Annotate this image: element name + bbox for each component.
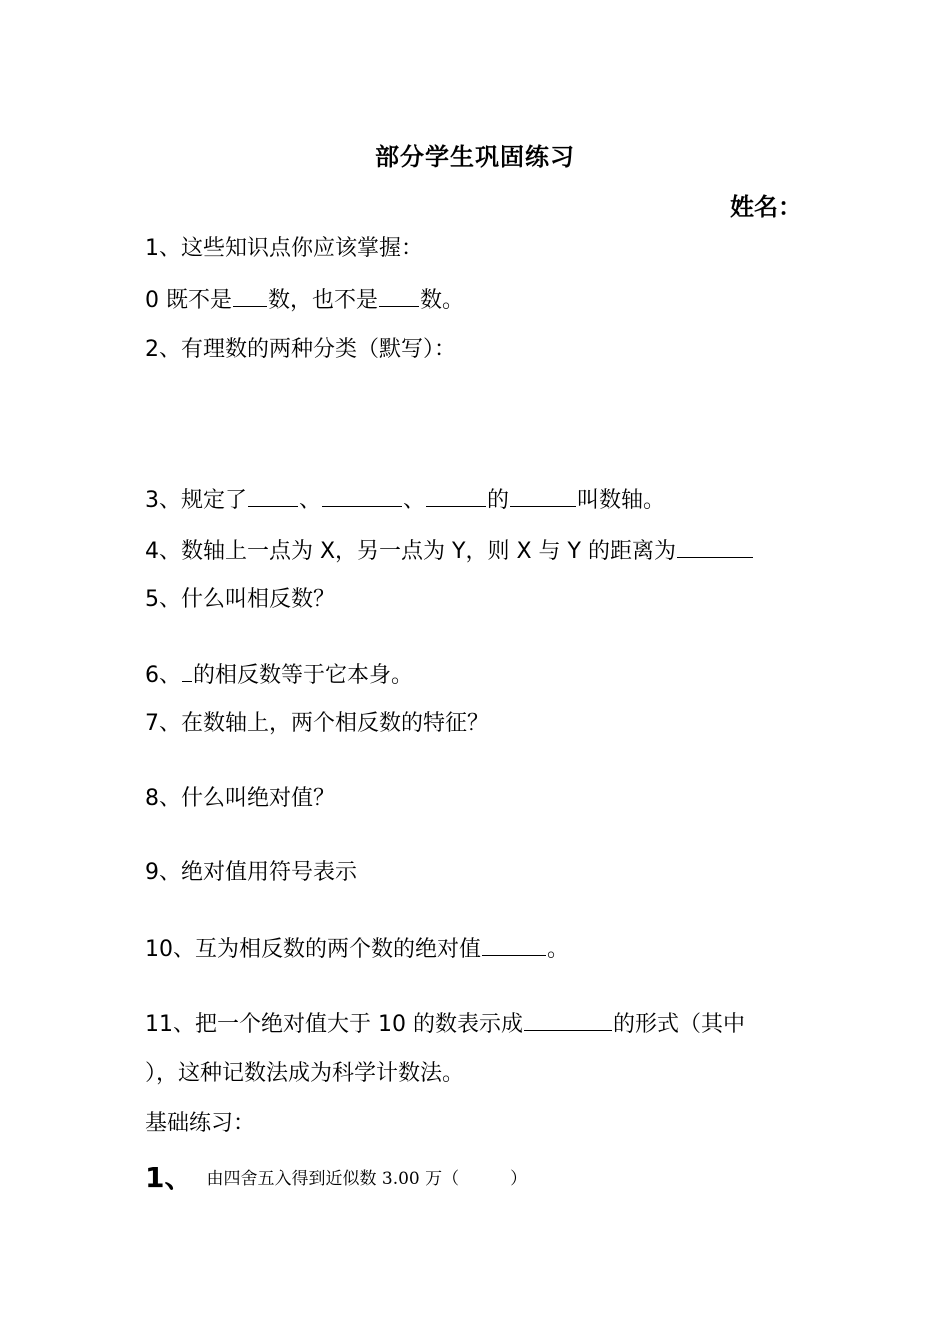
blank-line xyxy=(233,284,267,307)
exercise-1 xyxy=(145,1156,527,1196)
question-1-heading: 1、这些知识点你应该掌握： xyxy=(145,236,423,261)
question-2: 2、有理数的两种分类（默写）： xyxy=(145,337,456,362)
question-11-line-1: 11、把一个绝对值大于 10 的数表示成 的形式（其中 xyxy=(145,1008,745,1040)
blank-line xyxy=(482,933,546,956)
question-7: 7、在数轴上，两个相反数的特征？ xyxy=(145,711,489,736)
question-6: 6、 的相反数等于它本身。 xyxy=(145,659,413,691)
blank-line xyxy=(182,659,192,682)
basic-practice-heading: 基础练习： xyxy=(145,1111,256,1136)
blank-line xyxy=(426,484,486,507)
blank-line xyxy=(379,284,419,307)
question-10: 10、互为相反数的两个数的绝对值 。 xyxy=(145,933,569,965)
question-8: 8、什么叫绝对值？ xyxy=(145,786,335,811)
question-1-text: 0 既不是 数，也不是 数。 xyxy=(145,284,464,316)
exercise-text: 由四舍五入得到近似数 3.00 万（ ） xyxy=(206,1169,528,1189)
question-4: 4、数轴上一点为 X，另一点为 Y，则 X 与 Y 的距离为 xyxy=(145,535,754,567)
question-9: 9、绝对值用符号表示 xyxy=(145,860,357,885)
document-title: 部分学生巩固练习 xyxy=(375,143,575,171)
exercise-number: 1、 xyxy=(145,1161,193,1194)
question-11-line-2: ），这种记数法成为科学计数法。 xyxy=(145,1061,465,1086)
blank-line xyxy=(524,1008,612,1031)
name-label: 姓名： xyxy=(730,193,802,221)
blank-line xyxy=(322,484,402,507)
question-5: 5、什么叫相反数？ xyxy=(145,587,335,612)
question-3: 3、规定了 、 、 的 叫数轴。 xyxy=(145,484,665,516)
blank-line xyxy=(248,484,298,507)
blank-line xyxy=(677,535,753,558)
blank-line xyxy=(510,484,576,507)
